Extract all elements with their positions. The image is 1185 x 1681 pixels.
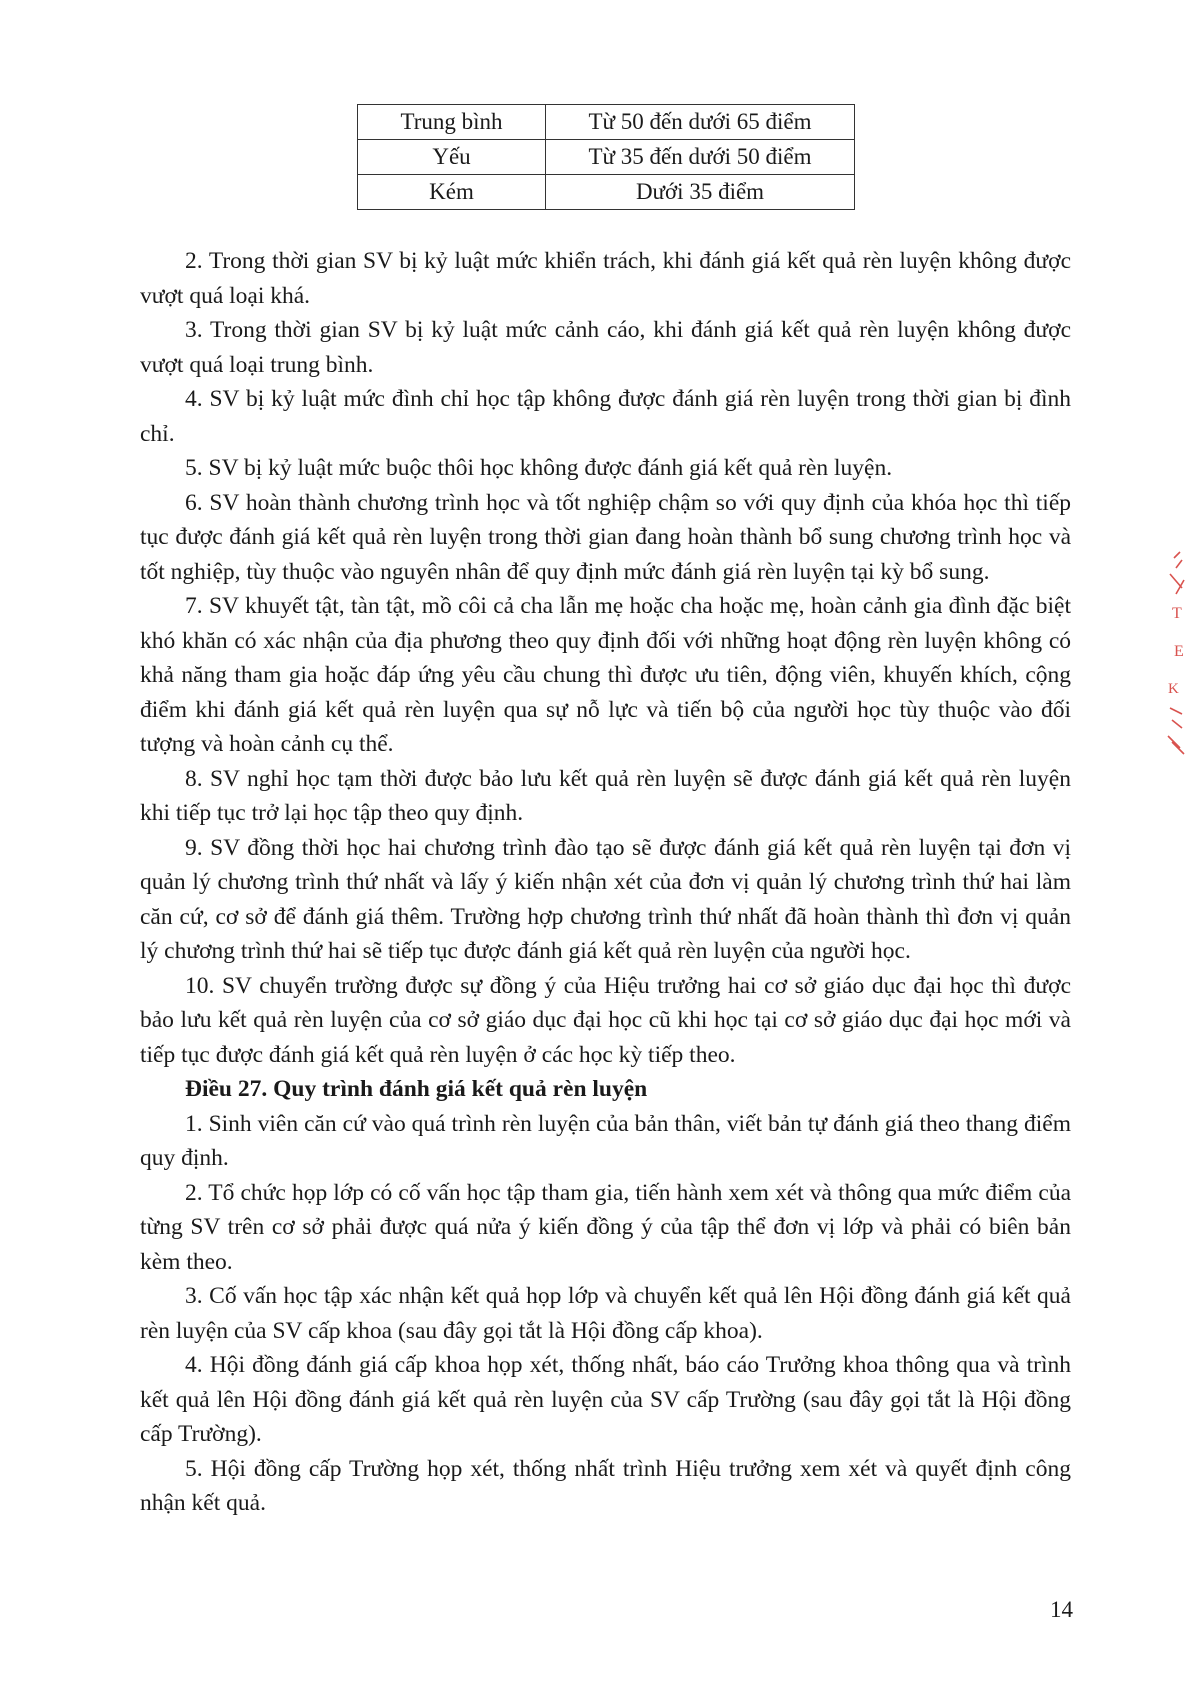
range-cell: Từ 50 đến dưới 65 điểm [546,105,855,140]
page-number: 14 [1050,1597,1073,1622]
paragraph: 3. Trong thời gian SV bị kỷ luật mức cảnh cáo, khi đánh giá kết quả rèn luyện không được vượt quá loại trung bình. [140,317,1071,378]
paragraph: 9. SV đồng thời học hai chương trình đào tạo sẽ được đánh giá kết quả rèn luyện tại đơn vị quản lý chương trình thứ nhất và lấy ý kiến nhận xét của đơn vị quản lý chương trình thứ hai làm căn cứ, cơ sở để đánh giá thêm. Trường hợp chương trình thứ nhất đã hoàn thành thì đơn vị quản lý chương trình thứ hai sẽ tiếp tục được đánh giá kết quả rèn luyện của người học. [140,834,1071,964]
article-item: 3. Cố vấn học tập xác nhận kết quả họp lớp và chuyển kết quả lên Hội đồng đánh giá kết quả rèn luyện của SV cấp khoa (sau đây gọi tắt là Hội đồng cấp khoa). [140,1283,1071,1344]
paragraph: 5. SV bị kỷ luật mức buộc thôi học không được đánh giá kết quả rèn luyện. [185,455,893,481]
article-heading: Điều 27. Quy trình đánh giá kết quả rèn luyện [185,1076,648,1102]
paragraph: 7. SV khuyết tật, tàn tật, mồ côi cả cha lẫn mẹ hoặc cha hoặc mẹ, hoàn cảnh gia đình đặc biệt khó khăn có xác nhận của địa phương theo quy định đối với những hoạt động rèn luyện không có khả năng tham gia hoặc đáp ứng yêu cầu chung thì được ưu tiên, động viên, khuyến khích, cộng điểm khi đánh giá kết quả rèn luyện qua sự nỗ lực và tiến bộ của người học tùy thuộc vào đối tượng và hoàn cảnh cụ thể. [140,593,1071,757]
stamp-mark-icon [1162,548,1185,758]
table-row [358,175,855,210]
table-row [358,105,855,140]
grade-cell: Kém [358,175,546,210]
grade-cell: Trung bình [358,105,546,140]
range-cell: Dưới 35 điểm [546,175,855,210]
grade-cell: Yếu [358,140,546,175]
table-row [358,140,855,175]
article-item: 1. Sinh viên căn cứ vào quá trình rèn luyện của bản thân, viết bản tự đánh giá theo thang điểm quy định. [140,1110,1071,1171]
document-body [140,244,1071,1521]
paragraph: 10. SV chuyển trường được sự đồng ý của Hiệu trưởng hai cơ sở giáo dục đại học thì được bảo lưu kết quả rèn luyện của cơ sở giáo dục đại học cũ khi học tại cơ sở giáo dục đại học mới và tiếp tục được đánh giá kết quả rèn luyện ở các học kỳ tiếp theo. [140,972,1071,1068]
paragraph: 8. SV nghỉ học tạm thời được bảo lưu kết quả rèn luyện sẽ được đánh giá kết quả rèn luyện khi tiếp tục trở lại học tập theo quy định. [140,765,1071,826]
red-stamp-edge [1162,548,1185,758]
article-item: 2. Tổ chức họp lớp có cố vấn học tập tham gia, tiến hành xem xét và thông qua mức điểm của từng SV trên cơ sở phải được quá nửa ý kiến đồng ý của tập thể đơn vị lớp và phải có biên bản kèm theo. [140,1179,1071,1275]
article-item: 4. Hội đồng đánh giá cấp khoa họp xét, thống nhất, báo cáo Trưởng khoa thông qua và trình kết quả lên Hội đồng đánh giá kết quả rèn luyện của SV cấp Trường (sau đây gọi tắt là Hội đồng cấp Trường). [140,1352,1071,1447]
svg-text:E: E [1174,643,1184,660]
svg-text:T: T [1172,605,1182,622]
paragraph: 4. SV bị kỷ luật mức đình chỉ học tập không được đánh giá rèn luyện trong thời gian bị đình chỉ. [140,386,1071,447]
paragraph: 6. SV hoàn thành chương trình học và tốt nghiệp chậm so với quy định của khóa học thì tiếp tục được đánh giá kết quả rèn luyện trong thời gian đang hoàn thành bổ sung chương trình học và tốt nghiệp, tùy thuộc vào nguyên nhân để quy định mức đánh giá rèn luyện tại kỳ bổ sung. [140,489,1071,585]
article-item: 5. Hội đồng cấp Trường họp xét, thống nhất trình Hiệu trưởng xem xét và quyết định công nhận kết quả. [140,1455,1071,1516]
range-cell: Từ 35 đến dưới 50 điểm [546,140,855,175]
grade-table [357,104,855,210]
svg-text:K: K [1168,681,1179,697]
paragraph: 2. Trong thời gian SV bị kỷ luật mức khiển trách, khi đánh giá kết quả rèn luyện không được vượt quá loại khá. [140,248,1071,309]
